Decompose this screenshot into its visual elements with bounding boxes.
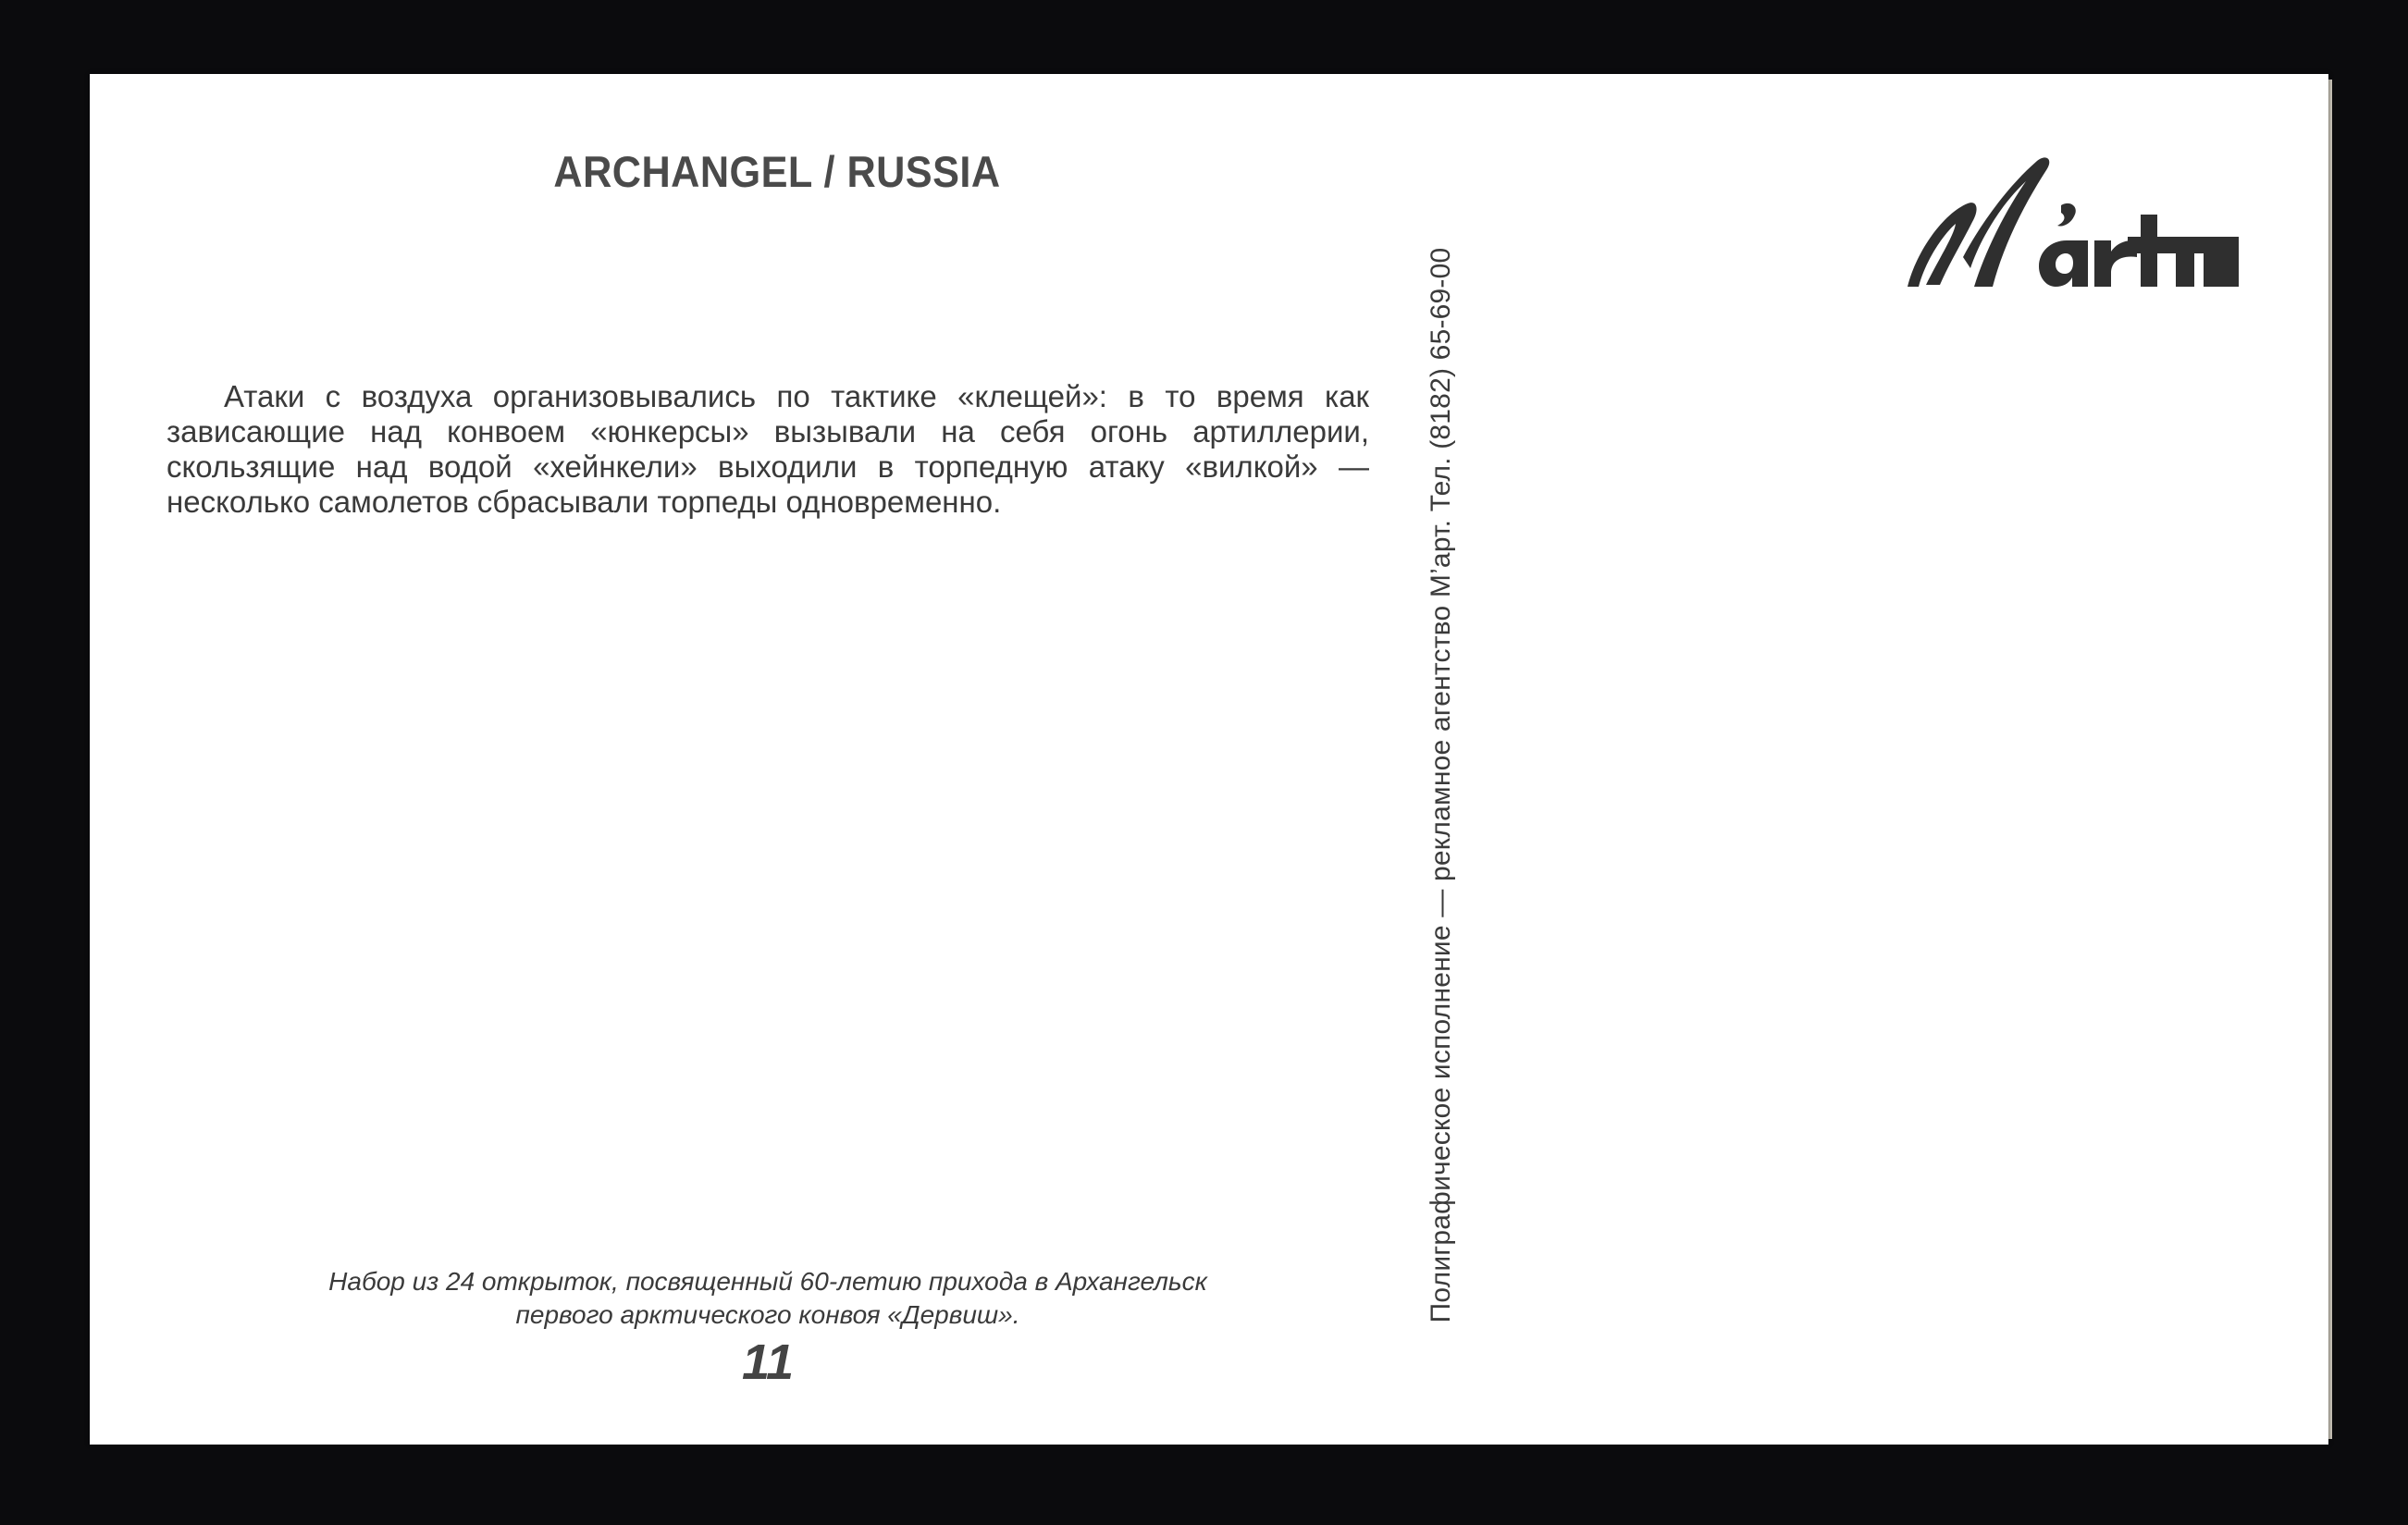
postcard-description	[167, 379, 1369, 520]
printer-credit: Полиграфическое исполнение — рекламное агентство М’арт. Тел. (8182) 65-69-00	[1426, 247, 1456, 1323]
series-note-line-1: Набор из 24 открыток, посвященный 60-летию прихода в Архангельск	[328, 1267, 1207, 1296]
mart-logo-graphic	[1898, 148, 2241, 296]
description-paragraph: Атаки с воздуха организовывались по тактике «клещей»: в то время как зависающие над конвоем «юнкерсы» вызывали на себя огонь артиллерии, скользящие над водой «хейнкели» выходили в торпедную атаку «вилкой» — несколько самолетов сбрасывали торпеды одновременно.	[167, 379, 1369, 519]
postcard-title: ARCHANGEL / RUSSIA	[553, 147, 1001, 196]
card-edge	[2328, 80, 2332, 1439]
printer-credit-column	[1415, 211, 1467, 1359]
card-number: 11	[741, 1334, 795, 1390]
mart-logo-icon	[1898, 148, 2241, 296]
series-note-line-2: первого арктического конвоя «Дервиш».	[515, 1300, 1020, 1329]
series-note	[278, 1265, 1258, 1332]
